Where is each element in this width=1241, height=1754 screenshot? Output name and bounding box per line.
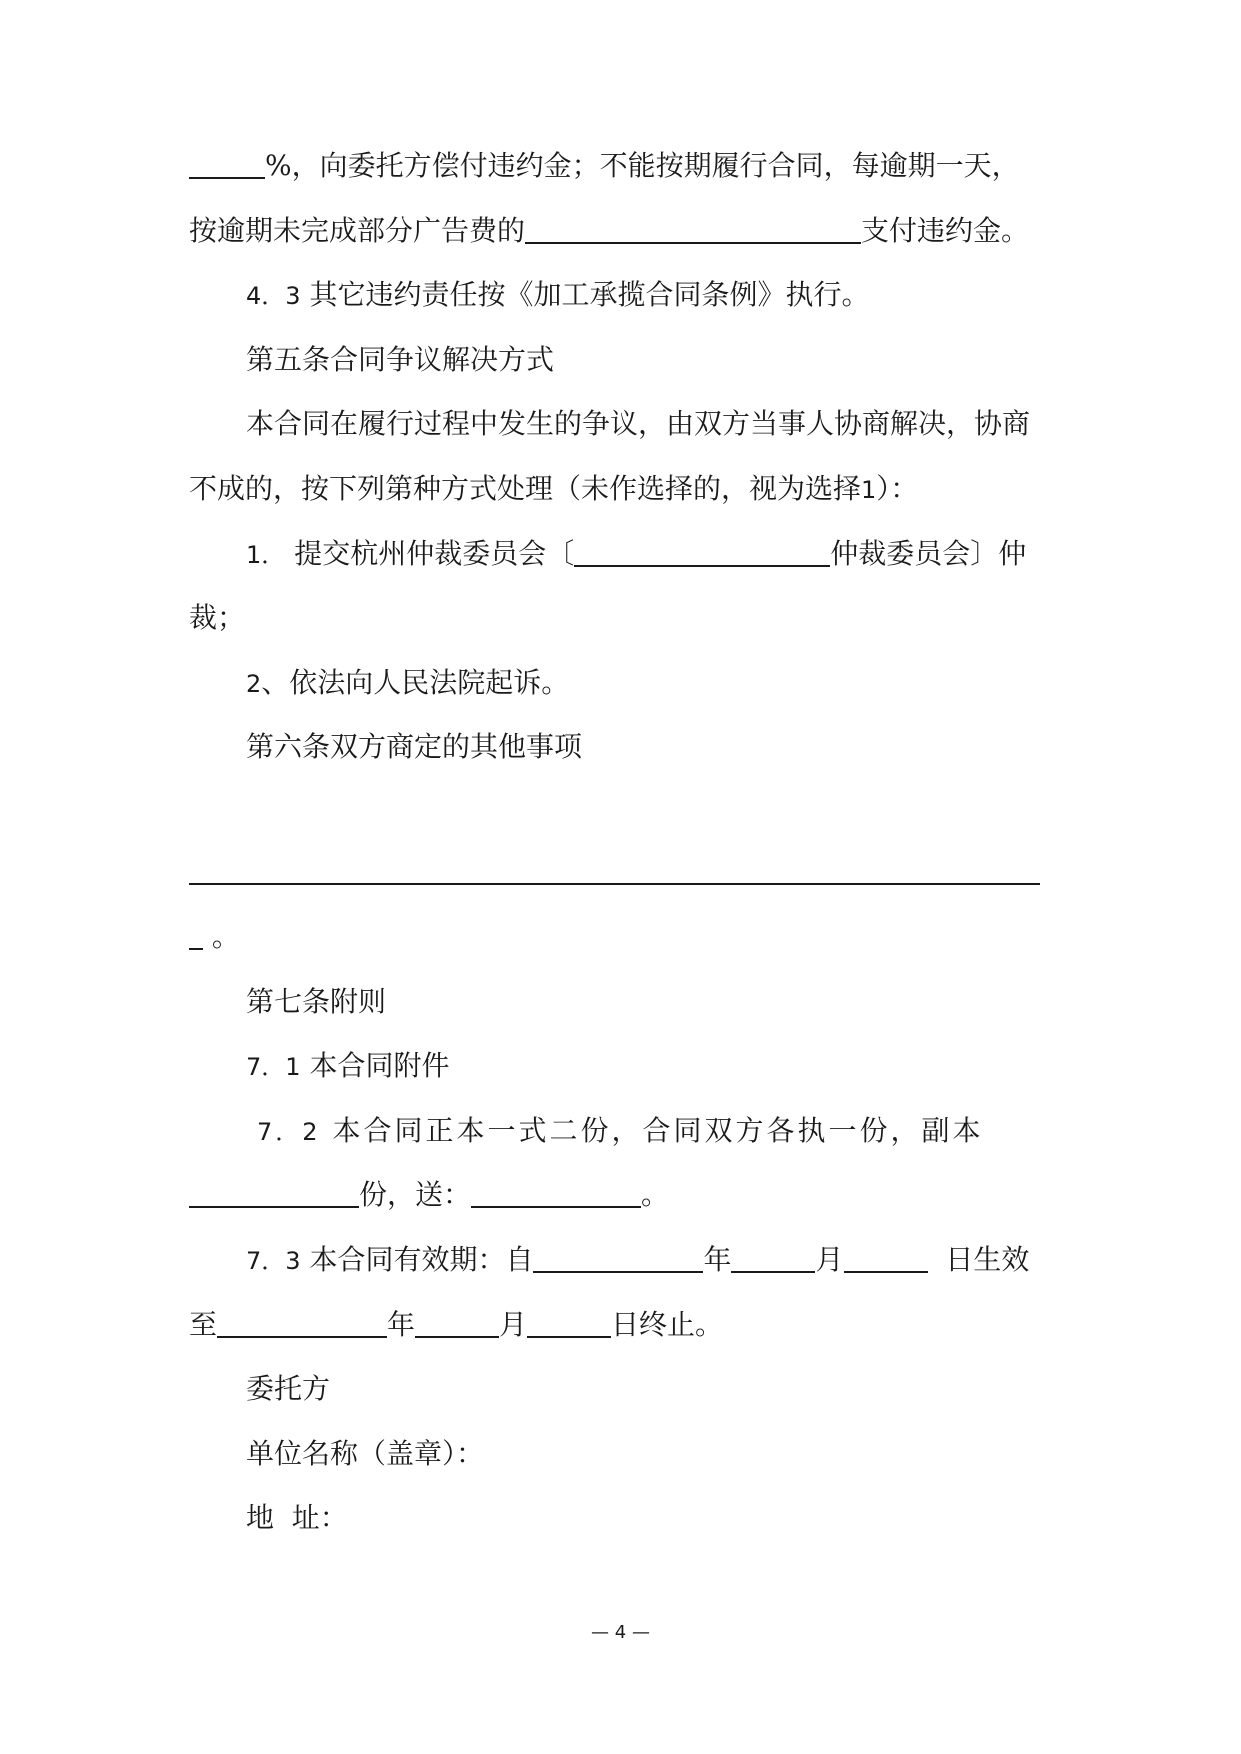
dispute-paragraph-line-2 <box>189 469 1069 509</box>
clause-7-1 <box>246 1046 1066 1086</box>
option-number: 1 <box>861 476 877 504</box>
text: 按逾期未完成部分广告费的 <box>189 214 526 247</box>
end-month-blank <box>415 1306 499 1338</box>
article-5-heading: 第五条合同争议解决方式 <box>246 343 555 376</box>
text: 至 <box>189 1308 218 1341</box>
text: ）： <box>876 472 919 505</box>
percent-blank <box>189 147 265 179</box>
arbitration-option <box>246 534 1066 574</box>
other-matters-blank-line <box>189 852 1069 892</box>
text: 其它违约责任按《加工承揽合同条例》执行。 <box>309 278 870 311</box>
page-number: — 4 — <box>591 1622 650 1643</box>
other-matters-end <box>189 917 1069 957</box>
text: %，向委托方偿付违约金；不能按期履行合同，每逾期一天， <box>265 149 1020 182</box>
clause-number: 7．1 <box>246 1053 301 1081</box>
address-label: 地 址： <box>246 1501 348 1534</box>
text: 本合同正本一式二份，合同双方各执一份，副本 <box>332 1114 984 1147</box>
text: 本合同附件 <box>309 1049 450 1082</box>
principal-heading: 委托方 <box>246 1372 331 1405</box>
clause-number: 7．3 <box>246 1247 301 1275</box>
short-blank <box>189 918 203 950</box>
start-year-blank <box>533 1241 703 1273</box>
end-day-blank <box>527 1306 611 1338</box>
text: 不成的，按下列第种方式处理（未作选择的，视为选择 <box>189 472 862 505</box>
text: 仲裁委员会〕仲 <box>830 537 1027 570</box>
arbitration-option-cont: 裁； <box>189 601 246 634</box>
other-matters-blank <box>189 853 1040 885</box>
text: 本合同有效期：自 <box>309 1243 534 1276</box>
option-number: 2 <box>246 670 262 698</box>
text: 。 <box>211 920 240 953</box>
clause-number: 7．2 <box>257 1118 321 1146</box>
clause-7-3-cont <box>189 1305 1069 1345</box>
clause-7-2 <box>257 1111 1049 1151</box>
text: 份，送： <box>359 1178 472 1211</box>
clause-4-3 <box>246 275 1066 315</box>
text: 支付违约金。 <box>861 214 1030 247</box>
unit-name-label: 单位名称（盖章）： <box>246 1437 485 1470</box>
arbitration-blank <box>574 535 830 567</box>
text: 、依法向人民法院起诉。 <box>261 666 570 699</box>
dispute-paragraph-line-1: 本合同在履行过程中发生的争议，由双方当事人协商解决，协商 <box>246 407 1031 440</box>
text: 提交杭州仲裁委员会〔 <box>294 537 575 570</box>
send-to-blank <box>471 1176 641 1208</box>
option-number: 1． <box>246 541 286 569</box>
copies-blank <box>189 1176 359 1208</box>
start-month-blank <box>731 1241 815 1273</box>
article-6-heading: 第六条双方商定的其他事项 <box>246 730 583 763</box>
clause-number: 4．3 <box>246 282 301 310</box>
clause-7-2-cont <box>189 1175 1069 1215</box>
text: 年 <box>387 1308 416 1341</box>
penalty-percent-line <box>189 146 1069 186</box>
end-year-blank <box>217 1306 387 1338</box>
litigation-option <box>246 663 1066 703</box>
text: 月 <box>815 1243 844 1276</box>
text: 日生效 <box>945 1243 1030 1276</box>
clause-7-3 <box>246 1240 1066 1280</box>
fee-blank <box>525 212 861 244</box>
text: 年 <box>703 1243 732 1276</box>
penalty-fee-line <box>189 211 1069 251</box>
text: 月 <box>499 1308 528 1341</box>
article-7-heading: 第七条附则 <box>246 985 387 1018</box>
text: 日终止。 <box>611 1308 724 1341</box>
text: 。 <box>641 1178 670 1211</box>
start-day-blank <box>844 1241 928 1273</box>
